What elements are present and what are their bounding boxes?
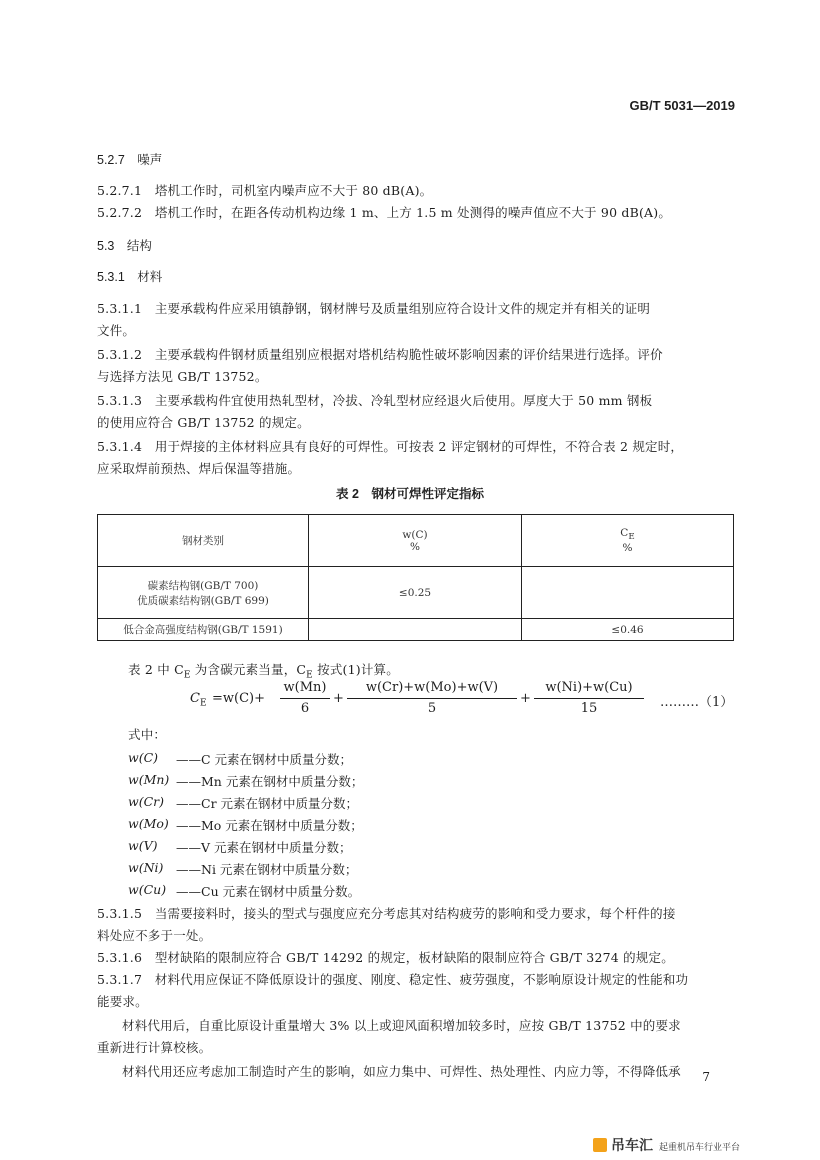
paragraph-substitution-1-line1: 材料代用后，自重比原设计重量增大 3% 以上或迎风面积增加较多时，应按 GB/T 13752 中的要求 (122, 1018, 681, 1033)
frac2-numerator: w(Cr)+w(Mo)+w(V) (365, 680, 499, 695)
weldability-table (97, 514, 734, 641)
page-number: 7 (702, 1070, 710, 1084)
where-label: 式中： (128, 727, 167, 742)
category-quality-carbon-steel: 优质碳素结构钢(GB/T 699) (137, 594, 269, 607)
section-heading-5-2-7: 5.2.7 噪声 (97, 153, 163, 167)
variable-symbol: w(Ni) (128, 860, 164, 875)
clause-5-3-1-3-line2: 的使用应符合 GB/T 13752 的规定。 (97, 415, 310, 430)
clause-5-3-1-5-line2: 料处应不多于一处。 (97, 928, 212, 943)
header-carbon-equivalent (522, 515, 734, 567)
frac3-numerator: w(Ni)+w(Cu) (545, 680, 633, 695)
clause-5-3-1-1-line1: 5.3.1.1 主要承载构件应采用镇静钢，钢材牌号及质量组别应符合设计文件的规定并有相关的证明 (97, 301, 651, 316)
category-carbon-steel: 碳素结构钢(GB/T 700) (147, 579, 259, 592)
plus-sign: + (333, 691, 344, 706)
paragraph-substitution-2: 材料代用还应考虑加工制造时产生的影响，如应力集中、可焊性、热处理性、内应力等，不得降低承 (122, 1064, 681, 1079)
variable-symbol: w(Cu) (128, 882, 167, 897)
table-caption: 表 2 钢材可焊性评定指标 (336, 487, 484, 501)
header-carbon-unit: % (410, 540, 420, 553)
intro-text: 表 2 中 C (128, 662, 184, 677)
eq-main-term: =w(C)+ (212, 691, 266, 706)
logo-text: 吊车汇 (610, 1137, 653, 1153)
variable-symbol: w(Cr) (128, 794, 164, 809)
header-carbon-symbol: w(C) (402, 528, 428, 541)
crane-logo-icon (593, 1138, 607, 1152)
cell-wc (309, 619, 522, 641)
intro-sub2: E (306, 670, 313, 681)
equation-number: ………（1） (660, 695, 734, 710)
paragraph-substitution-1-line2: 重新进行计算校核。 (97, 1040, 212, 1055)
table-row (98, 567, 734, 619)
formula-intro (128, 660, 399, 681)
variable-description: ——Mo 元素在钢材中质量分数； (176, 818, 363, 833)
cell-ce: ≤0.46 (522, 619, 734, 641)
plus-sign: + (520, 691, 531, 706)
intro-end: 按式(1)计算。 (312, 662, 399, 677)
eq-lhs (190, 691, 207, 709)
clause-5-3-1-7-line1: 5.3.1.7 材料代用应保证不降低原设计的强度、刚度、稳定性、疲劳强度，不影响原设计规定的性能和功 (97, 972, 689, 987)
variable-symbol: w(C) (128, 750, 159, 765)
clause-5-3-1-1-line2: 文件。 (97, 323, 136, 338)
cell-ce (522, 567, 734, 619)
header-ce-unit: % (622, 542, 633, 555)
frac3-bar (534, 698, 644, 699)
header-carbon-content (309, 515, 522, 567)
ce-subscript: E (628, 532, 635, 543)
equation-1 (190, 680, 740, 720)
clause-5-3-1-4-line1: 5.3.1.4 用于焊接的主体材料应具有良好的可焊性。可按表 2 评定钢材的可焊性，不符合表 2 规定时， (97, 439, 684, 454)
frac1-bar (280, 698, 330, 699)
table-row (98, 619, 734, 641)
variable-symbol: w(Mo) (128, 816, 169, 831)
variable-description: ——C 元素在钢材中质量分数； (176, 752, 353, 767)
frac1-denominator: 6 (300, 701, 310, 716)
frac3-denominator: 15 (580, 701, 598, 716)
variable-description: ——V 元素在钢材中质量分数； (176, 840, 352, 855)
ce-letter: C (620, 526, 629, 539)
table-header-row (98, 515, 734, 567)
clause-5-3-1-3-line1: 5.3.1.3 主要承载构件宜使用热轧型材，冷拔、冷轧型材应经退火后使用。厚度大于 50 mm 钢板 (97, 393, 653, 408)
clause-5-3-1-7-line2: 能要求。 (97, 994, 148, 1009)
header-steel-category: 钢材类别 (98, 515, 309, 567)
clause-5-3-1-5-line1: 5.3.1.5 当需要接料时，接头的型式与强度应充分考虑其对结构疲劳的影响和受力要求，每个杆件的接 (97, 906, 676, 921)
clause-5-3-1-2-line2: 与选择方法见 GB/T 13752。 (97, 369, 268, 384)
intro-rest: 为含碳元素当量，C (190, 662, 307, 677)
variable-description: ——Cu 元素在钢材中质量分数。 (176, 884, 361, 899)
variable-description: ——Ni 元素在钢材中质量分数； (176, 862, 358, 877)
cell-category (98, 567, 309, 619)
section-heading-5-3-1: 5.3.1 材料 (97, 270, 163, 284)
clause-5-3-1-6: 5.3.1.6 型材缺陷的限制应符合 GB/T 14292 的规定，板材缺陷的限制应符合 GB/T 3274 的规定。 (97, 950, 674, 965)
cell-category: 低合金高强度结构钢(GB/T 1591) (98, 619, 309, 641)
clause-5-3-1-4-line2: 应采取焊前预热、焊后保温等措施。 (97, 461, 301, 476)
frac1-numerator: w(Mn) (283, 680, 327, 695)
clause-5-3-1-2-line1: 5.3.1.2 主要承载构件钢材质量组别应根据对塔机结构脆性破坏影响因素的评价结果进行选择。评价 (97, 347, 663, 362)
clause-5-2-7-1: 5.2.7.1 塔机工作时，司机室内噪声应不大于 80 dB(A)。 (97, 183, 433, 198)
variable-description: ——Cr 元素在钢材中质量分数； (176, 796, 359, 811)
variable-symbol: w(V) (128, 838, 158, 853)
frac2-denominator: 5 (427, 701, 437, 716)
logo-tagline: 起重机吊车行业平台 (658, 1142, 740, 1152)
eq-lhs-sub: E (199, 698, 207, 709)
header-ce-symbol (522, 527, 733, 542)
frac2-bar (347, 698, 517, 699)
variable-symbol: w(Mn) (128, 772, 170, 787)
section-heading-5-3: 5.3 结构 (97, 239, 152, 253)
site-logo (593, 1135, 740, 1155)
standard-number: GB/T 5031—2019 (629, 98, 735, 113)
eq-lhs-letter: C (190, 691, 200, 706)
variable-description: ——Mn 元素在钢材中质量分数； (176, 774, 364, 789)
intro-sub: E (183, 670, 191, 681)
cell-wc: ≤0.25 (309, 567, 522, 619)
clause-5-2-7-2: 5.2.7.2 塔机工作时，在距各传动机构边缘 1 m、上方 1.5 m 处测得的噪声值应不大于 90 dB(A)。 (97, 205, 672, 220)
